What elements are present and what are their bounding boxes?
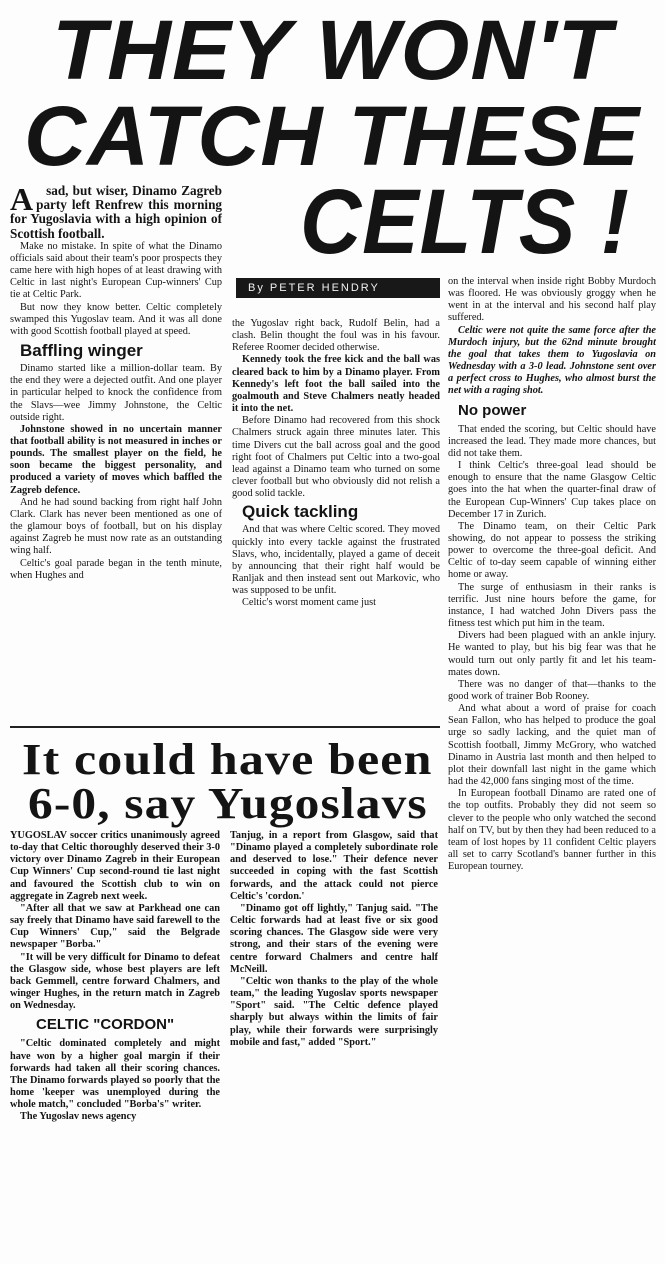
paragraph: The Dinamo team, on their Celtic Park showing, do not appear to possess the striking power to overcome the three-goal deficit. And Celtic of to-day seem capable of winning either home or away. — [448, 520, 656, 581]
paragraph: Make no mistake. In spite of what the Dinamo officials said about their team's poor prospects they came here with high hopes of at least drawing with Celtic in last night's European Cup-winners' Cup tie at Celtic Park. — [10, 240, 222, 301]
subheading-celtic-cordon: CELTIC "CORDON" — [36, 1016, 175, 1034]
paragraph: Celtic's goal parade began in the tenth minute, when Hughes and — [10, 557, 222, 581]
story-lead: sad, but wiser, Dinamo Zagreb party left Renfrew this morning for Yugoslavia with a high opinion of Scottish football. — [10, 184, 222, 241]
section-divider — [10, 726, 440, 728]
paragraph-bold: YUGOSLAV soccer critics unanimously agreed to-day that Celtic thoroughly deserved their 3-0 victory over Dinamo Zagreb in their European Cup Winners' Cup second-round tie last night and favoured the Scottish club to win on aggregate in Zagreb next week. — [10, 830, 220, 902]
paragraph-bold: "Dinamo got off lightly," Tanjug said. "The Celtic forwards had at least five or six good scoring chances. The Glasgow side were very strong, and their stars of the evening were centre forward Chalmers and centre half McNeill. — [230, 902, 438, 975]
paragraph: But now they know better. Celtic completely swamped this Yugoslav team. And it was all done with good Scottish football played at speed. — [10, 301, 222, 337]
second-story-column-1 — [10, 830, 220, 1248]
paragraph: on the interval when inside right Bobby Murdoch was floored. He was obviously groggy when he went in at the interval and his second half play suffered. — [448, 276, 656, 324]
byline: By PETER HENDRY — [236, 278, 440, 298]
paragraph-bold: The Yugoslav news agency — [20, 1111, 137, 1123]
story-column-2 — [232, 318, 440, 720]
paragraph-bold: Johnstone showed in no uncertain manner that football ability is not measured in inches or pounds. The smallest player on the field, he soon became the biggest personality, and produced a variety of moves which baffled the Zagreb defence. — [10, 423, 222, 496]
story-column-3 — [448, 276, 656, 1238]
paragraph: That ended the scoring, but Celtic should have increased the lead. They made more chances, but did not take them. — [448, 423, 656, 459]
paragraph: Before Dinamo had recovered from this shock Chalmers struck again three minutes later. This time Divers cut the ball across goal and the good right foot of Chalmers put Celtic into a two-goal lead against a Dinamo team who turned on some clever football but who obviously did not relish a good solid tackle. — [232, 415, 440, 500]
paragraph-bold: "After all that we saw at Parkhead one can say freely that Dinamo have said farewell to the Cup Winners' Cup," said the Belgrade newspaper "Borba." — [10, 902, 220, 951]
headline-line-1: THEY WON'T — [52, 3, 613, 97]
subheading-no-power: No power — [458, 401, 527, 419]
paragraph: Celtic's worst moment came just — [242, 597, 376, 609]
second-story-column-2 — [230, 830, 438, 1248]
paragraph-italic: Celtic were not quite the same force after the Murdoch injury, but the 62nd minute brought the goal that takes them to Yugoslavia on Wednesday with a 3-0 lead. Johnstone sent over a perfect cross to Hughes, who almost burst the net with a raging shot. — [448, 324, 656, 397]
paragraph-bold: Tanjug, in a report from Glasgow, said that "Dinamo played a completely subordinate role and deserved to lose." Their defence never succeeded in coping with the fast Scottish forwards, and the attack could not pierce Celtic's 'cordon.' — [230, 830, 438, 902]
paragraph: And that was where Celtic scored. They moved quickly into every tackle against the frustrated Slavs, who, incidentally, played a game of deceit by announcing that their right half would be Ranljak and then instead sent out Markovic, who was supposed to be unfit. — [232, 524, 440, 597]
subheading-quick-tackling: Quick tackling — [242, 502, 359, 522]
paragraph: And he had sound backing from right half John Clark. Clark has never been mentioned as one of the glamour boys of football, but on his display against Zagreb he must now rate as an outstanding wing half. — [10, 496, 222, 557]
paragraph: The surge of enthusiasm in their ranks is terrific. Just nine hours before the game, for instance, I had watched John Divers pass the fitness test which put him in the team. — [448, 581, 656, 630]
paragraph-bold: Kennedy took the free kick and the ball was cleared back to him by a Dinamo player. From Kennedy's left foot the ball sailed into the goalmouth and Steve Chalmers neatly headed it into the net. — [232, 354, 440, 415]
paragraph: the Yugoslav right back, Rudolf Belin, had a clash. Belin thought the foul was in his favour. Referee Roomer decided otherwise. — [232, 318, 440, 354]
paragraph-bold: "Celtic won thanks to the play of the whole team," the leading Yugoslav sports newspaper "Sport" said. "The Celtic defence played sharply but always within the limits of fair play, while their forwards were surprisingly mobile and fast," added "Sport." — [230, 975, 438, 1048]
paragraph: There was no danger of that—thanks to the good work of trainer Bob Rooney. — [448, 678, 656, 702]
paragraph: Dinamo started like a million-dollar team. By the end they were a dejected outfit. And one player in particular helped to knock the confidence from the Slavs—wee Jimmy Johnstone, the Celtic outside right. — [10, 363, 222, 423]
paragraph-bold: "It will be very difficult for Dinamo to defeat the Glasgow side, whose best players are left back Gemmell, centre forward Chalmers, and winger Hughes, in the return match in Zagreb on Wednesday. — [10, 951, 220, 1012]
paragraph-bold: "Celtic dominated completely and might have won by a higher goal margin if their forwards had taken all their scoring chances. The Dinamo forwards played so poorly that the home 'keeper was unemployed during the whole match," concluded "Borba's" writer. — [10, 1038, 220, 1111]
paragraph: Divers had been plagued with an ankle injury. He wanted to play, but his big fear was that he would turn out only partly fit and let his team-mates down. — [448, 630, 656, 678]
subheading-baffling-winger: Baffling winger — [20, 341, 143, 361]
paragraph: I think Celtic's three-goal lead should be enough to ensure that the name Glasgow Celtic goes into the hat when the quarter-final draw of the European Cup-Winners' Cup takes place on December 17 in Zurich. — [448, 460, 656, 520]
second-headline-line-1: It could have been — [22, 735, 433, 784]
headline-line-3: CELTS ! — [300, 171, 630, 273]
paragraph: In European football Dinamo are rated one of the top outfits. Probably they did not seem so clever to the people who only watched the second half on TV, but by then they had been reduced to a team of lost hopes by 11 confident Celtic players all set to carry Scotland's banner further in this European tourney. — [448, 788, 656, 873]
drop-cap: A — [10, 184, 34, 217]
story-column-1 — [10, 184, 222, 720]
second-headline-line-2: 6-0, say Yugoslavs — [28, 779, 428, 828]
paragraph: And what about a word of praise for coach Sean Fallon, who has helped to produce the goal urge so sadly lacking, and the quiet man of Scottish football, Jimmy McGrory, who watched Dinamo in Austria last month and then helped to plot their downfall last night in the game which had the 42,000 fans singing most of the time. — [448, 703, 656, 788]
headline-line-2: CATCH THESE — [24, 89, 641, 183]
